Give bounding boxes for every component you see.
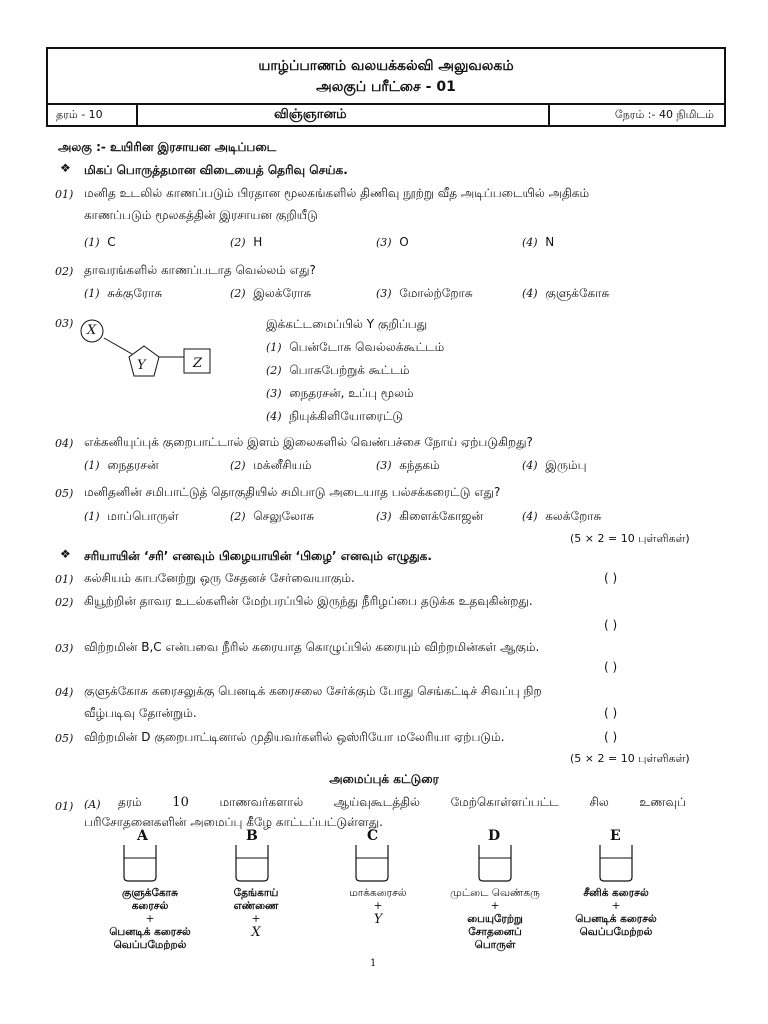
section1-instruction: மிகப் பொருத்தமான விடையைத் தெரிவு செய்க. — [84, 163, 348, 177]
plus-sign: + — [490, 900, 500, 912]
question-text: பரிசோதனைகளின் அமைப்பு கீழே காட்டப்பட்டுள்ளது. — [84, 815, 383, 829]
test-tube-icon — [479, 845, 511, 881]
option[interactable]: (4) நியுக்கிளியோரைட்டு — [266, 409, 404, 423]
word: 10 — [172, 795, 189, 810]
question-number: 01) — [55, 800, 74, 813]
section2-instruction: சரியாயின் ‘சரி’ எனவும் பிழையாயின் ‘பிழை’ எனவும் எழுதுக. — [84, 549, 432, 563]
tube-a-labels — [90, 887, 210, 952]
header-info-row — [48, 104, 724, 126]
question-number: 05) — [55, 487, 74, 500]
option[interactable]: (4) கலக்றோசு — [522, 509, 602, 523]
plus-sign: + — [251, 913, 261, 925]
subject-label: விஞ்ஞானம் — [138, 104, 550, 126]
question-text: எக்கனியுப்புக் குறைபாட்டால் இளம் இலைகளில் வெண்பச்சை நோய் ஏற்படுகிறது? — [84, 435, 533, 449]
tube-label-line: பெனடிக் கரைசல் — [575, 913, 657, 925]
statement-number: 02) — [55, 596, 74, 609]
tube-label-line: பெனடிக் கரைசல் — [109, 926, 191, 938]
answer-blank[interactable]: ( ) — [604, 660, 618, 674]
question-text-line — [118, 795, 686, 811]
statement-number: 03) — [55, 642, 74, 655]
option[interactable]: (2) செலுலோசு — [230, 509, 315, 523]
statement-number: 04) — [55, 686, 74, 699]
question-text: மனித உடலில் காணப்படும் பிரதான மூலகங்களில் திணிவு நூற்று வீத அடிப்படையில் அதிகம் — [84, 186, 590, 200]
word: ஆய்வுகூடத்தில் — [333, 795, 420, 809]
question-number: 01) — [55, 188, 74, 201]
tube-label-line: மாக்கரைசல் — [349, 887, 407, 899]
variable-x: X — [251, 925, 261, 940]
option[interactable]: (4) குளுக்கோசு — [522, 286, 610, 300]
diagram-label-z: Z — [193, 356, 203, 371]
tube-letter: D — [488, 828, 501, 844]
word: தரம் — [118, 795, 142, 809]
tube-label-line: குளுக்கோசு — [121, 887, 179, 899]
tube-label-line: வெப்பமேற்றல் — [113, 939, 187, 951]
tube-letter: A — [137, 828, 148, 844]
option[interactable]: (1) நைதரசன் — [84, 458, 159, 472]
option[interactable]: (4) இரும்பு — [522, 458, 587, 472]
option[interactable]: (3) நைதரசன், உப்பு மூலம் — [266, 386, 414, 400]
nucleotide-diagram — [74, 314, 224, 394]
question-text: மனிதனின் சமிபாட்டுத் தொகுதியில் சமிபாடு அடையாத பல்சக்கரைட்டு எது? — [84, 485, 501, 499]
answer-blank[interactable]: ( ) — [604, 730, 618, 744]
tube-label-line: முட்டை வெண்கரு — [450, 887, 540, 899]
answer-blank[interactable]: ( ) — [604, 618, 618, 632]
option[interactable]: (2) இலக்ரோசு — [230, 286, 312, 300]
diagram-label-y: Y — [137, 358, 146, 373]
section1-marks: (5 × 2 = 10 புள்ளிகள்) — [570, 532, 690, 545]
option[interactable]: (2) பொசுபேற்றுக் கூட்டம் — [266, 363, 410, 377]
option[interactable]: (1) C — [84, 235, 116, 249]
statement-text: கியூற்றின் தாவர உடல்களின் மேற்பரப்பில் இருந்து நீரிழப்பை தடுக்க உதவுகின்றது. — [84, 594, 533, 608]
tube-label-line: எண்ணை — [233, 900, 279, 912]
test-tubes-row — [0, 845, 768, 885]
page-number: 1 — [370, 958, 377, 969]
question-text: தாவரங்களில் காணப்படாத வெல்லம் எது? — [84, 263, 316, 277]
header-title-block — [48, 49, 724, 105]
answer-blank[interactable]: ( ) — [604, 571, 618, 585]
exam-header — [46, 47, 726, 127]
diamond-bullet-icon: ❖ — [60, 547, 71, 561]
tube-letter: C — [367, 828, 379, 844]
statement-text: குளுக்கோசு கரைசலுக்கு பெனடிக் கரைசலை சேர்க்கும் போது செங்கட்டிச் சிவப்பு நிற — [84, 684, 542, 698]
test-tube-icon — [124, 845, 156, 881]
tube-label-line: கரைசல் — [131, 900, 169, 912]
tube-e-labels — [556, 887, 676, 939]
plus-sign: + — [611, 900, 621, 912]
statement-text: விற்றமின் B,C என்பவை நீரில் கரையாத கொழுப்பில் கரையும் விற்றமின்கள் ஆகும். — [84, 640, 540, 654]
option[interactable]: (1) மாப்பொருள் — [84, 509, 179, 523]
test-tube-icon — [600, 845, 632, 881]
statement-number: 01) — [55, 573, 74, 586]
question-part: (A) — [84, 798, 101, 811]
word: மாணவர்களால் — [219, 795, 304, 809]
section2-marks: (5 × 2 = 10 புள்ளிகள்) — [570, 752, 690, 765]
option[interactable]: (4) N — [522, 235, 555, 249]
diagram-label-x: X — [87, 323, 97, 338]
tube-letter: B — [246, 828, 258, 844]
statement-text: விற்றமின் D குறைபாட்டினால் முதியவர்களில் ஒஸ்ரியோ மலேரியா ஏற்படும். — [84, 730, 505, 744]
statement-number: 05) — [55, 732, 74, 745]
grade-label: தரம் - 10 — [48, 104, 138, 126]
option[interactable]: (3) மோல்ற்றோசு — [376, 286, 473, 300]
word: உணவுப் — [639, 795, 686, 809]
question-text: காணப்படும் மூலகத்தின் இரசாயன குறியீடு — [84, 208, 318, 222]
tube-d-labels — [435, 887, 555, 952]
test-tube-icon — [356, 845, 388, 881]
option[interactable]: (1) பென்டோசு வெல்லக்கூட்டம் — [266, 340, 445, 354]
plus-sign: + — [373, 900, 383, 912]
time-label: நேரம் :- 40 நிமிடம் — [614, 107, 714, 121]
office-name: யாழ்ப்பாணம் வலயக்கல்வி அலுவலகம் — [258, 58, 514, 74]
exam-name: அலகுப் பரீட்சை - 01 — [316, 79, 456, 95]
word: சில — [589, 795, 609, 809]
option[interactable]: (2) H — [230, 235, 263, 249]
tube-c-labels — [318, 887, 438, 926]
tube-label-line: தேங்காய் — [233, 887, 279, 899]
variable-y: Y — [373, 912, 383, 927]
test-tube-icon — [236, 845, 268, 881]
plus-sign: + — [145, 913, 155, 925]
question-number: 02) — [55, 265, 74, 278]
statement-text: வீழ்படிவு தோன்றும். — [84, 706, 197, 720]
tube-label-line: வெப்பமேற்றல் — [579, 926, 653, 938]
tube-label-line: பொருள் — [474, 939, 516, 951]
unit-title: அலகு :- உயிரின இரசாயன அடிப்படை — [58, 140, 277, 154]
statement-text: கல்சியம் காபனேற்று ஒரு சேதனச் சேர்வையாகும். — [84, 571, 355, 585]
option[interactable]: (1) சுக்குரோசு — [84, 286, 163, 300]
tube-label-line: சீனிக் கரைசல் — [583, 887, 649, 899]
option[interactable]: (2) மக்னீசியம் — [230, 458, 312, 472]
tube-b-labels — [196, 887, 316, 939]
question-text: இக்கட்டமைப்பில் Y குறிப்பது — [266, 317, 428, 331]
option[interactable]: (3) கந்தகம் — [376, 458, 440, 472]
tube-label-line: பையுரேற்று — [467, 913, 523, 925]
question-number: 03) — [55, 317, 74, 330]
diamond-bullet-icon: ❖ — [60, 161, 71, 175]
answer-blank[interactable]: ( ) — [604, 706, 618, 720]
tube-label-line: சோதனைப் — [468, 926, 522, 938]
option[interactable]: (3) கிளைக்கோஜன் — [376, 509, 484, 523]
option[interactable]: (3) O — [376, 235, 409, 249]
tube-letter: E — [610, 828, 621, 844]
word: மேற்கொள்ளப்பட்ட — [450, 795, 559, 809]
section3-title: அமைப்புக் கட்டுரை — [329, 772, 439, 786]
question-number: 04) — [55, 437, 74, 450]
